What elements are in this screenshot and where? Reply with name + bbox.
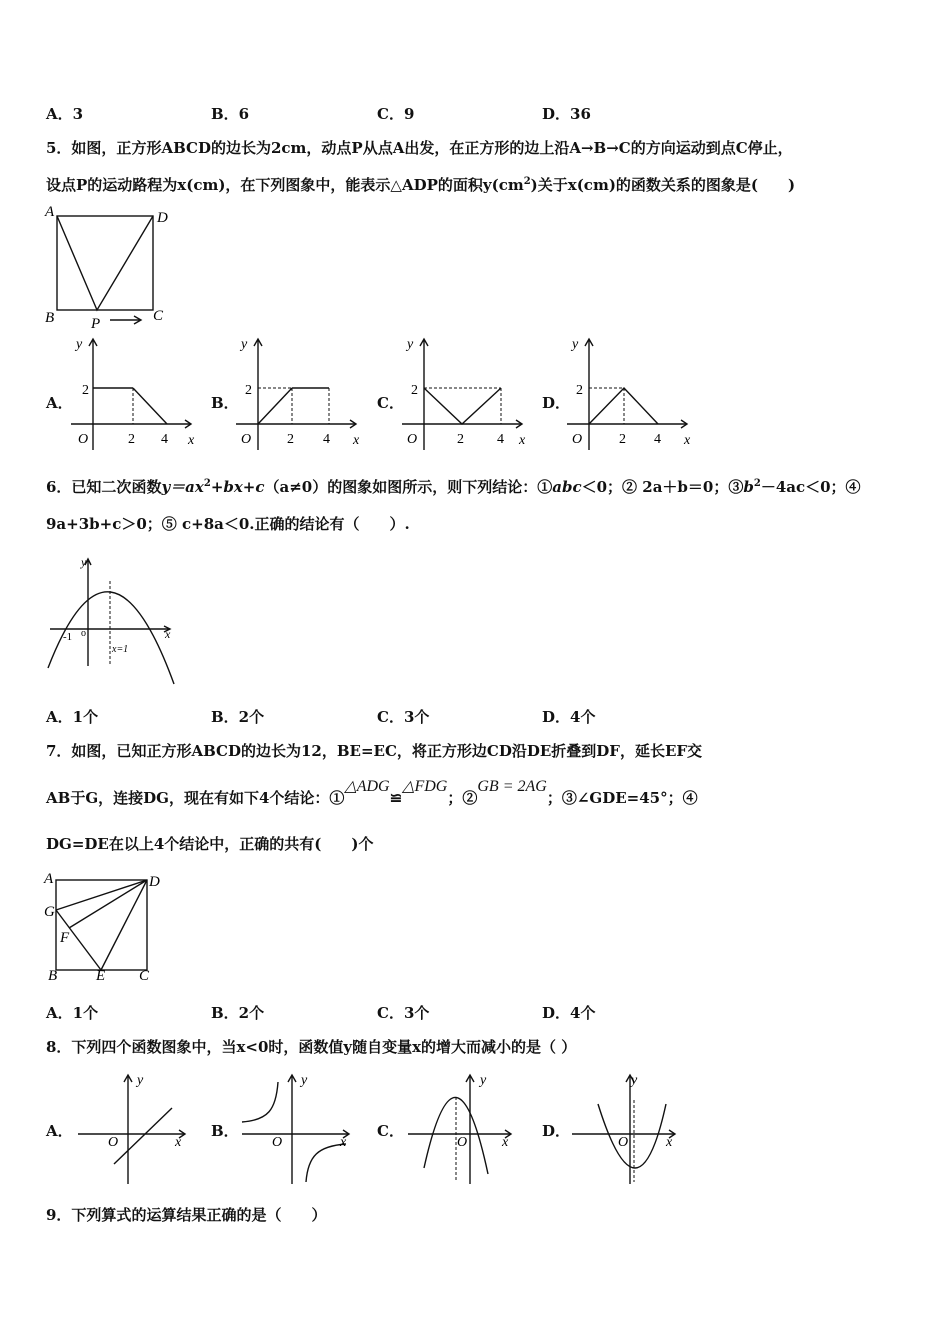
svg-text:y: y xyxy=(76,337,83,352)
q5-question-line2: 设点P的运动路程为x(cm)，在下列图象中，能表示△ADP的面积$y(cm^2)$关于x(cm)的函数关系的图象是( ) xyxy=(46,176,796,194)
svg-text:O: O xyxy=(618,1135,629,1150)
q6-option-a: A．1个 xyxy=(46,708,99,726)
svg-text:y: y xyxy=(572,337,579,352)
q7-option-a: A．1个 xyxy=(46,1004,99,1022)
svg-text:y: y xyxy=(480,1073,487,1088)
q7-option-b: B．2个 xyxy=(211,1004,265,1022)
svg-text:x: x xyxy=(684,433,691,448)
q9-question-line1: 9．下列算式的运算结果正确的是（ ） xyxy=(46,1206,327,1224)
q8-option-c-label: C． xyxy=(377,1122,404,1140)
q5-label-p: P xyxy=(91,316,101,332)
q7-question-line1: 7．如图，已知正方形ABCD的边长为12，BE=EC，将正方形边CD沿DE折叠到DF，延长EF交 xyxy=(46,742,703,760)
q7-label-d: D xyxy=(149,874,160,890)
svg-text:y: y xyxy=(81,555,87,569)
q5-graph-c xyxy=(397,332,537,452)
svg-text:O: O xyxy=(241,432,252,447)
q5-label-a: A xyxy=(45,204,55,220)
svg-text:o: o xyxy=(81,628,86,639)
q7-label-b: B xyxy=(48,968,58,984)
q5-label-b: B xyxy=(45,310,55,326)
svg-text:4: 4 xyxy=(323,432,330,447)
svg-text:x: x xyxy=(353,433,360,448)
svg-text:2: 2 xyxy=(287,432,294,447)
svg-text:y: y xyxy=(631,1073,638,1088)
q4-option-d: D．36 xyxy=(542,105,591,123)
q6-option-d: D．4个 xyxy=(542,708,596,726)
svg-text:x: x xyxy=(188,433,195,448)
svg-text:x: x xyxy=(666,1135,673,1150)
q7-option-d: D．4个 xyxy=(542,1004,596,1022)
q8-option-b-label: B． xyxy=(211,1122,239,1140)
q8-graph-c xyxy=(402,1070,522,1188)
q5-graph-d xyxy=(562,332,702,452)
svg-text:2: 2 xyxy=(245,383,252,398)
q6-option-b: B．2个 xyxy=(211,708,265,726)
q8-option-a-label: A． xyxy=(46,1122,73,1140)
svg-text:O: O xyxy=(108,1135,119,1150)
q5-label-c: C xyxy=(153,308,164,324)
q6-question-line1: 6．已知二次函数$y=ax^2+bx+c(a\ne 0)$的图象如图所示，则下列结论：①abc＜0；② 2a＋b＝0；$③b^2-4ac<0$；④ xyxy=(46,478,861,496)
svg-text:4: 4 xyxy=(161,432,168,447)
q7-label-g: G xyxy=(44,904,55,920)
q8-option-d-label: D． xyxy=(542,1122,571,1140)
svg-text:-1: -1 xyxy=(63,631,73,643)
q7-question-line3: DG=DE在以上4个结论中，正确的共有( )个 xyxy=(46,835,374,853)
svg-text:2: 2 xyxy=(411,383,418,398)
q4-option-a: A．3 xyxy=(46,105,84,123)
svg-text:2: 2 xyxy=(457,432,464,447)
q5-option-c-label: C． xyxy=(377,394,404,412)
q5-graph-b xyxy=(231,332,371,452)
q6-question-line2: 9a+3b+c＞0；⑤ c+8a＜0.正确的结论有（ ）. xyxy=(46,515,410,533)
svg-text:O: O xyxy=(457,1135,468,1150)
q5-graph-a xyxy=(66,332,206,452)
q6-option-c: C．3个 xyxy=(377,708,430,726)
svg-text:2: 2 xyxy=(82,383,89,398)
svg-text:x=1: x=1 xyxy=(112,644,129,655)
q7-option-c: C．3个 xyxy=(377,1004,430,1022)
svg-text:O: O xyxy=(78,432,89,447)
svg-text:O: O xyxy=(272,1135,283,1150)
q4-option-c: C．9 xyxy=(377,105,415,123)
q8-graph-b xyxy=(238,1070,358,1188)
q5-option-b-label: B． xyxy=(211,394,239,412)
svg-text:O: O xyxy=(572,432,583,447)
q7-question-line2: AB于G，连接DG，现在有如下4个结论：①△ADG≌△FDG；②GB = 2AG；③∠GDE=45°；④ xyxy=(46,778,698,807)
q6-parabola-figure xyxy=(44,556,184,688)
svg-text:2: 2 xyxy=(619,432,626,447)
svg-text:x: x xyxy=(519,433,526,448)
svg-text:4: 4 xyxy=(497,432,504,447)
svg-text:y: y xyxy=(137,1073,144,1088)
svg-text:x: x xyxy=(175,1135,182,1150)
svg-text:x: x xyxy=(165,627,171,641)
q8-graph-d xyxy=(566,1070,686,1188)
q7-label-c: C xyxy=(139,968,150,984)
svg-text:4: 4 xyxy=(654,432,661,447)
q5-question-line1: 5．如图，正方形ABCD的边长为2cm，动点P从点A出发，在正方形的边上沿A→B→C的方向运动到点C停止， xyxy=(46,139,793,157)
q7-square-figure xyxy=(40,866,180,986)
svg-text:x: x xyxy=(502,1135,509,1150)
q5-option-a-label: A． xyxy=(46,394,73,412)
q5-label-d: D xyxy=(157,210,168,226)
svg-text:2: 2 xyxy=(576,383,583,398)
svg-text:O: O xyxy=(407,432,418,447)
svg-text:y: y xyxy=(301,1073,308,1088)
q5-square-figure xyxy=(40,200,180,332)
q7-label-a: A xyxy=(44,871,54,887)
svg-text:2: 2 xyxy=(128,432,135,447)
svg-text:y: y xyxy=(407,337,414,352)
q7-label-e: E xyxy=(96,968,106,984)
q4-option-b: B．6 xyxy=(211,105,250,123)
svg-text:x: x xyxy=(340,1135,347,1150)
q7-label-f: F xyxy=(60,930,70,946)
q5-option-d-label: D． xyxy=(542,394,571,412)
q8-graph-a xyxy=(74,1070,194,1188)
svg-text:y: y xyxy=(241,337,248,352)
q8-question-line1: 8．下列四个函数图象中，当x<0时，函数值y随自变量x的增大而减小的是（ ） xyxy=(46,1038,577,1056)
